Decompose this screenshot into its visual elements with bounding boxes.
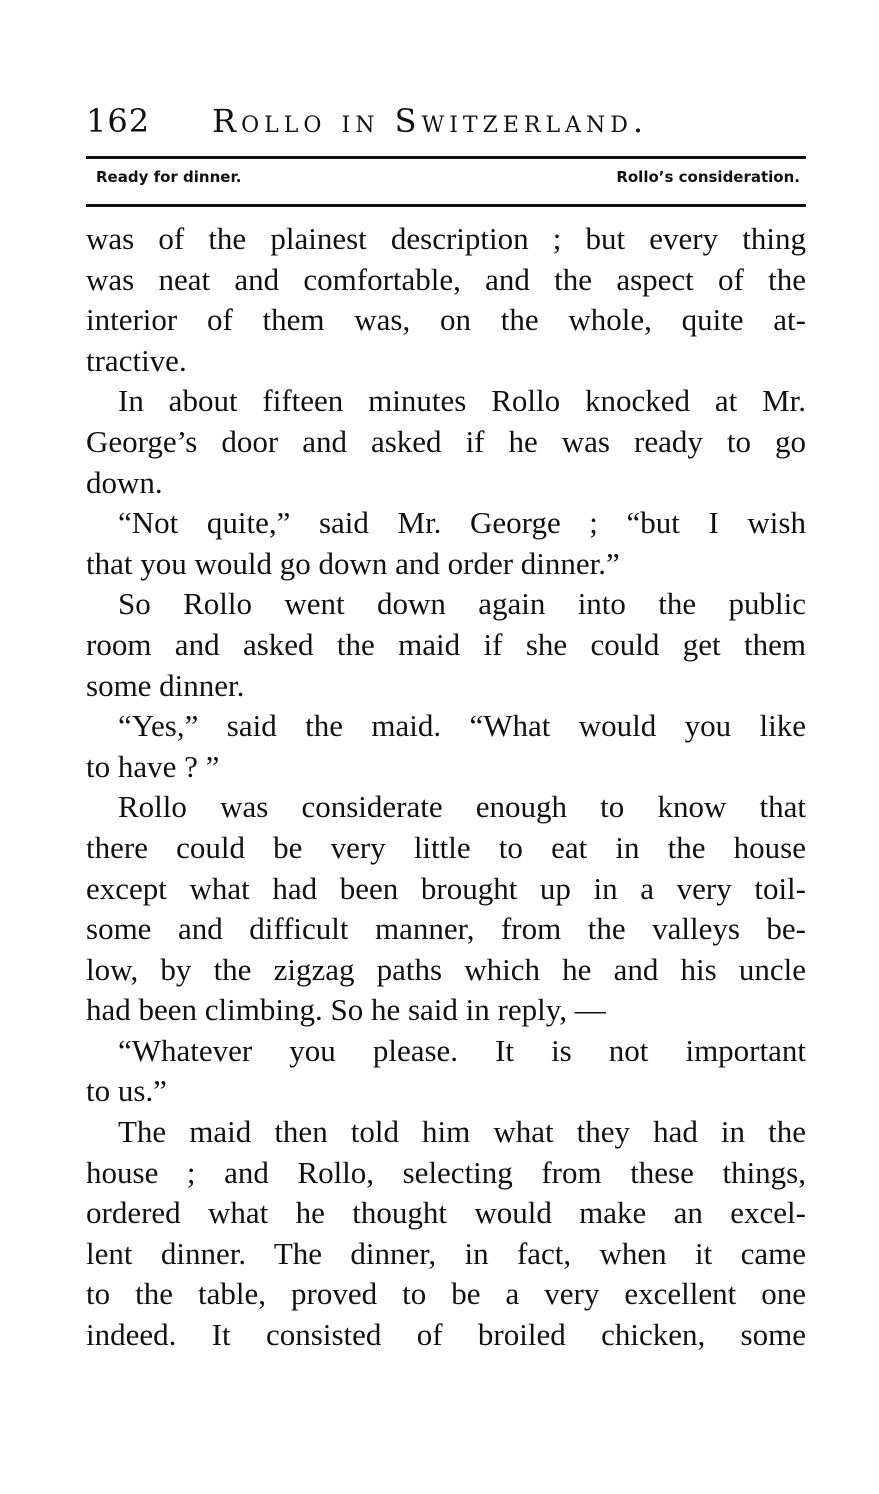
text-line: interior of them was, on the whole, quite at-	[86, 302, 806, 338]
text-line: there could be very little to eat in the house	[86, 829, 806, 865]
text-line: low, by the zigzag paths which he and his uncle	[86, 951, 806, 987]
text-line: house ; and Rollo, selecting from these things,	[86, 1154, 806, 1190]
text-line: So Rollo went down again into the public	[118, 586, 806, 622]
text-line: indeed. It consisted of broiled chicken, some	[86, 1317, 806, 1353]
book-page	[86, 0, 808, 1494]
text-line: to us.”	[86, 1073, 167, 1109]
book-title: Rollo in Switzerland.	[212, 102, 649, 140]
text-line: was neat and comfortable, and the aspect of the	[86, 261, 806, 297]
text-line: to the table, proved to be a very excellent one	[86, 1276, 806, 1312]
text-line: down.	[86, 464, 163, 500]
text-line: was of the plainest description ; but every thing	[86, 221, 806, 256]
text-line: The maid then told him what they had in the	[118, 1114, 806, 1150]
headnote-left: Ready for dinner.	[96, 168, 242, 186]
text-line: room and asked the maid if she could get them	[86, 626, 806, 662]
body-text	[86, 219, 808, 1356]
text-line: Rollo was considerate enough to know that	[118, 789, 806, 825]
top-rule	[86, 156, 806, 159]
headnotes	[96, 168, 800, 192]
running-head	[86, 102, 808, 142]
text-line: In about fifteen minutes Rollo knocked at Mr.	[118, 383, 806, 419]
text-line: “Whatever you please. It is not important	[118, 1032, 806, 1068]
text-line: to have ? ”	[86, 748, 220, 784]
text-line: “Yes,” said the maid. “What would you like	[118, 708, 806, 744]
text-line: had been climbing. So he said in reply, —	[86, 992, 606, 1028]
text-line: “Not quite,” said Mr. George ; “but I wish	[118, 505, 806, 541]
text-line: that you would go down and order dinner.”	[86, 545, 620, 581]
text-line: George’s door and asked if he was ready to go	[86, 423, 806, 459]
text-line: tractive.	[86, 342, 187, 378]
text-line: ordered what he thought would make an excel-	[86, 1195, 806, 1231]
text-line: some and difficult manner, from the valleys be-	[86, 911, 806, 947]
text-line: except what had been brought up in a very toil-	[86, 870, 806, 906]
text-line: some dinner.	[86, 667, 245, 703]
text-line: lent dinner. The dinner, in fact, when it came	[86, 1235, 806, 1271]
headnote-right: Rollo’s consideration.	[616, 168, 800, 186]
page-number: 162	[86, 102, 151, 140]
bottom-rule	[86, 204, 806, 207]
